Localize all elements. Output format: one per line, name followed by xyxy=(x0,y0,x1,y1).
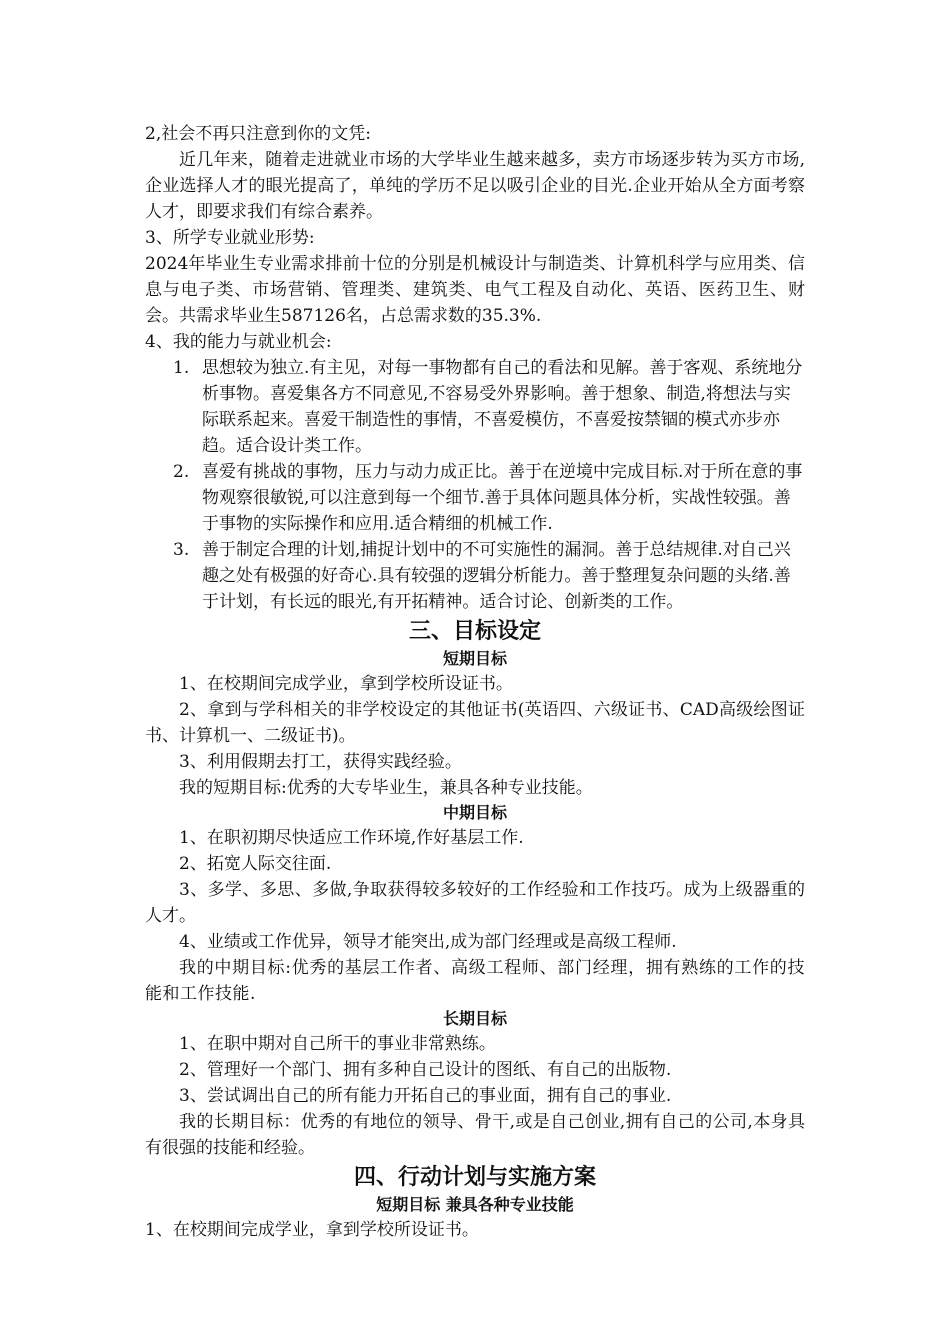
mid-term-summary: 我的中期目标:优秀的基层工作者、高级工程师、部门经理，拥有熟练的工作的技能和工作技能. xyxy=(145,958,805,1004)
mid-term-item: 4、业绩或工作优异，领导才能突出,成为部门经理或是高级工程师. xyxy=(179,932,677,952)
list-item-number: 2. xyxy=(173,462,190,482)
list-item-text: 喜爱有挑战的事物，压力与动力成正比。善于在逆境中完成目标.对于所在意的事物观察很敏锐,可以注意到每一个细节.善于具体问题具体分析，实战性较强。善于事物的实际操作和应用.适合精细的机械工作. xyxy=(202,462,803,534)
mid-term-heading: 中期目标 xyxy=(442,803,507,822)
mid-term-item: 1、在职初期尽快适应工作环境,作好基层工作. xyxy=(179,828,524,848)
long-term-item: 3、尝试调出自己的所有能力开拓自己的事业面，拥有自己的事业. xyxy=(179,1086,672,1106)
section-2-title: 2,社会不再只注意到你的文凭: xyxy=(145,124,371,144)
document-body xyxy=(145,121,805,1243)
section-2-body: 近几年来，随着走进就业市场的大学毕业生越来越多，卖方市场逐步转为买方市场,企业选择人才的眼光提高了，单纯的学历不足以吸引企业的目光.企业开始从全方面考察人才，即要求我们有综合素养。 xyxy=(145,150,805,222)
section-4-title: 4、我的能力与就业机会: xyxy=(145,332,332,352)
long-term-item: 1、在职中期对自己所干的事业非常熟练。 xyxy=(179,1034,496,1054)
long-term-summary: 我的长期目标：优秀的有地位的领导、骨干,或是自己创业,拥有自己的公司,本身具有很强的技能和经验。 xyxy=(145,1112,805,1158)
plan-item: 1、在校期间完成学业，拿到学校所设证书。 xyxy=(145,1220,479,1240)
plan-heading: 四、行动计划与实施方案 xyxy=(353,1165,596,1190)
list-item xyxy=(145,355,805,459)
mid-term-item: 3、多学、多思、多做,争取获得较多较好的工作经验和工作技巧。成为上级器重的人才。 xyxy=(145,880,805,926)
ability-list xyxy=(145,355,805,615)
plan-subheading: 短期目标 兼具各种专业技能 xyxy=(376,1195,574,1214)
section-3-body: 2024年毕业生专业需求排前十位的分别是机械设计与制造类、计算机科学与应用类、信息与电子类、市场营销、管理类、建筑类、电气工程及自动化、英语、医药卫生、财会。共需求毕业生587126名，占总需求数的35.3%. xyxy=(145,254,805,326)
goals-heading: 三、目标设定 xyxy=(408,619,541,644)
list-item xyxy=(145,537,805,615)
list-item-number: 3. xyxy=(173,540,190,560)
list-item-text: 善于制定合理的计划,捕捉计划中的不可实施性的漏洞。善于总结规律.对自己兴趣之处有极强的好奇心.具有较强的逻辑分析能力。善于整理复杂问题的头绪.善于计划，有长远的眼光,有开拓精神。适合讨论、创新类的工作。 xyxy=(202,540,791,612)
short-term-item: 1、在校期间完成学业，拿到学校所设证书。 xyxy=(179,674,513,694)
list-item xyxy=(145,459,805,537)
list-item-number: 1. xyxy=(173,358,190,378)
section-3-title: 3、所学专业就业形势: xyxy=(145,228,315,248)
short-term-item: 3、利用假期去打工，获得实践经验。 xyxy=(179,752,462,772)
short-term-item: 2、拿到与学科相关的非学校设定的其他证书(英语四、六级证书、CAD高级绘图证书、计算机一、二级证书)。 xyxy=(145,700,805,746)
long-term-heading: 长期目标 xyxy=(442,1009,507,1028)
list-item-text: 思想较为独立.有主见，对每一事物都有自己的看法和见解。善于客观、系统地分析事物。喜爱集各方不同意见,不容易受外界影响。善于想象、制造,将想法与实际联系起来。喜爱干制造性的事情，不喜爱模仿，不喜爱按禁锢的模式亦步亦趋。适合设计类工作。 xyxy=(202,358,803,456)
short-term-summary: 我的短期目标:优秀的大专毕业生，兼具各种专业技能。 xyxy=(179,778,593,798)
long-term-item: 2、管理好一个部门、拥有多种自己设计的图纸、有自己的出版物. xyxy=(179,1060,672,1080)
short-term-heading: 短期目标 xyxy=(442,649,507,668)
mid-term-item: 2、拓宽人际交往面. xyxy=(179,854,332,874)
